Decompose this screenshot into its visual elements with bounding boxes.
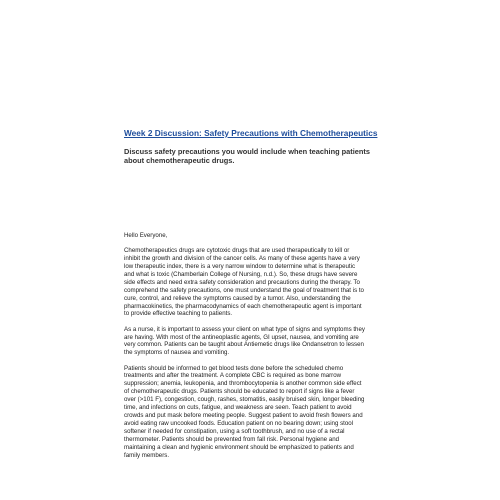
paragraph-line: side effects and need extra safety consideration and precautions during the therapy. To (124, 278, 360, 286)
prompt-line: about chemotherapeutic drugs. (124, 156, 235, 166)
paragraph-line: to provide effective teaching to patients. (124, 310, 233, 318)
greeting-text: Hello Everyone, (124, 232, 168, 239)
paragraph-line: inhibit the growth and division of the cancer cells. As many of these agents have a very (124, 255, 360, 263)
paragraph-line: family members. (124, 451, 170, 459)
paragraph-line: softener if needed for constipation, using a soft toothbrush, and no use of a rectal (124, 427, 345, 435)
prompt-line: Discuss safety precautions you would include when teaching patients (124, 147, 370, 156)
paragraph-line: over (>101 F), congestion, cough, rashes, stomatitis, easily bruised skin, longer bleeding (124, 396, 365, 404)
paragraph-line: pharmacokinetics, the pharmacodynamics of each chemotherapeutic agent is important (124, 302, 362, 310)
document-title: Week 2 Discussion: Safety Precautions with Chemotherapeutics (124, 128, 378, 138)
discussion-body (124, 232, 386, 467)
paragraph-line: As a nurse, it is important to assess your client on what type of signs and symptoms they (124, 325, 365, 333)
paragraph-line: cure, control, and relieve the symptoms caused by a tumor. Also, understanding the (124, 294, 351, 302)
paragraph-line: suppression; anemia, leukopenia, and thrombocytopenia is another common side effect (124, 380, 362, 388)
paragraph-line: treatments and after the treatment. A complete CBC is required as bone marrow (124, 372, 342, 380)
greeting (124, 232, 386, 240)
paragraph-line: crowds and put mask before meeting people. Suggest patient to avoid fresh flowers and (124, 412, 363, 420)
paragraph-line: very common. Patients can be taught about Antiemetic drugs like Ondansetron to lessen (124, 341, 364, 349)
paragraph-line: and what is toxic (Chamberlain College of Nursing, n.d.). So, these drugs have severe (124, 270, 358, 278)
paragraph-line: Patients should be informed to get blood tests done before the scheduled chemo (124, 364, 344, 372)
paragraph-line: thermometer. Patients should be prevented from fall risk. Personal hygiene and (124, 435, 340, 443)
paragraph-line: are having. With most of the antineoplastic agents, GI upset, nausea, and vomiting are (124, 333, 359, 341)
paragraph-line: low therapeutic index, there is a very narrow window to determine what is therapeutic (124, 263, 356, 271)
paragraph-patient-education (124, 365, 386, 460)
paragraph-line: of chemotherapeutic drugs. Patients should be educated to report if signs like a fever (124, 388, 355, 396)
paragraph-line: avoid eating raw uncooked foods. Education patient on no bearing down; using stool (124, 419, 354, 427)
paragraph-line: the symptoms of nausea and vomiting. (124, 349, 230, 357)
paragraph-line: time, and infections on cuts, fatigue, and weakness are seen. Teach patient to avoid (124, 404, 352, 412)
discussion-prompt (124, 147, 424, 166)
paragraph-nurse-assessment (124, 326, 386, 358)
paragraph-chemotherapeutics (124, 247, 386, 318)
paragraph-line: comprehend the safety precautions, one must understand the goal of treatment that is to (124, 286, 364, 294)
paragraph-line: Chemotherapeutics drugs are cytotoxic drugs that are used therapeutically to kill or (124, 247, 350, 255)
paragraph-line: maintaining a clean and hygienic environment should be emphasized to patients and (124, 443, 354, 451)
